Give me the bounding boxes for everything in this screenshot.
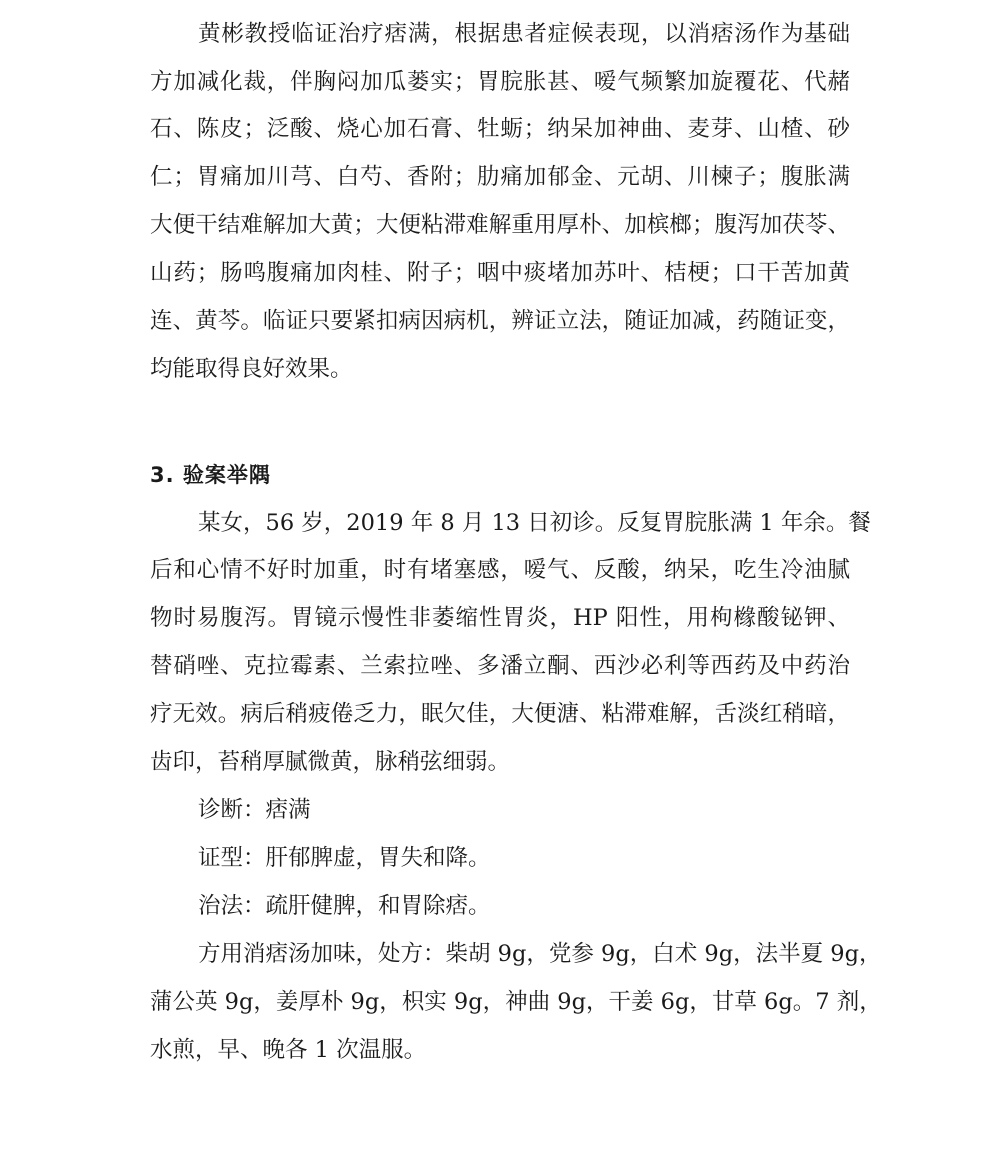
paragraph1-line: 黄彬教授临证治疗痞满，根据患者症候表现，以消痞汤作为基础 [198, 21, 850, 47]
paragraph2-line: 替硝唑、克拉霉素、兰索拉唑、多潘立酮、西沙必利等西药及中药治 [150, 653, 850, 679]
treatment-line: 治法：疏肝健脾，和胃除痞。 [198, 893, 491, 919]
prescription-line: 方用消痞汤加味，处方：柴胡 9g，党参 9g，白术 9g，法半夏 9g， [198, 941, 882, 967]
paragraph1-line: 均能取得良好效果。 [150, 356, 353, 382]
prescription-line: 蒲公英 9g，姜厚朴 9g，枳实 9g，神曲 9g，干姜 6g，甘草 6g。7 剂， [150, 989, 882, 1015]
diagnosis-line: 诊断：痞满 [198, 797, 311, 823]
paragraph1-line: 山药；肠鸣腹痛加肉桂、附子；咽中痰堵加苏叶、桔梗；口干苦加黄 [150, 260, 850, 286]
paragraph2-line: 物时易腹泻。胃镜示慢性非萎缩性胃炎，HP 阳性，用枸橼酸铋钾、 [150, 605, 850, 631]
paragraph1-line: 连、黄芩。临证只要紧扣病因病机，辨证立法，随证加减，药随证变， [150, 308, 850, 334]
paragraph2-line: 某女，56 岁，2019 年 8 月 13 日初诊。反复胃脘胀满 1 年余。餐 [198, 510, 871, 536]
section-heading: 3. 验案举隅 [150, 463, 271, 487]
paragraph2-line: 疗无效。病后稍疲倦乏力，眠欠佳，大便溏、粘滞难解，舌淡红稍暗， [150, 701, 850, 727]
prescription-line: 水煎，早、晚各 1 次温服。 [150, 1037, 427, 1063]
syndrome-line: 证型：肝郁脾虚，胃失和降。 [198, 845, 491, 871]
paragraph1-line: 方加减化裁，伴胸闷加瓜蒌实；胃脘胀甚、嗳气频繁加旋覆花、代赭 [150, 69, 850, 95]
paragraph2-line: 后和心情不好时加重，时有堵塞感，嗳气、反酸，纳呆，吃生冷油腻 [150, 557, 850, 583]
paragraph2-line: 齿印，苔稍厚腻微黄，脉稍弦细弱。 [150, 749, 511, 775]
paragraph1-line: 大便干结难解加大黄；大便粘滞难解重用厚朴、加槟榔；腹泻加茯苓、 [150, 212, 850, 238]
paragraph1-line: 石、陈皮；泛酸、烧心加石膏、牡蛎；纳呆加神曲、麦芽、山楂、砂 [150, 116, 850, 142]
paragraph1-line: 仁；胃痛加川芎、白芍、香附；肋痛加郁金、元胡、川楝子；腹胀满 [150, 164, 850, 190]
